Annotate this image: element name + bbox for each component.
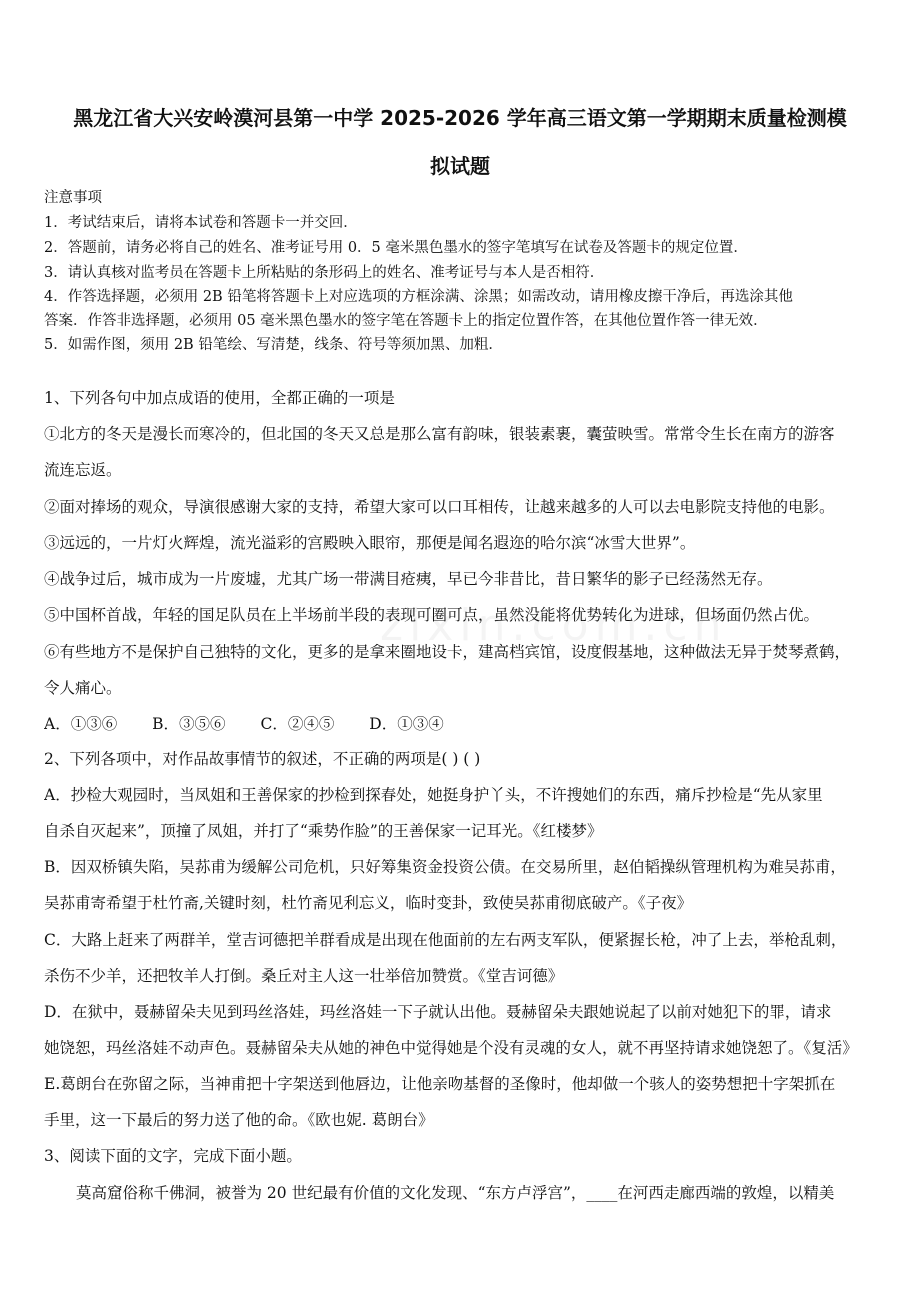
question-2-line: 杀伤不少羊，还把牧羊人打倒。桑丘对主人这一壮举倍加赞赏。《堂吉诃德》	[44, 967, 564, 985]
option-d: D．①③④	[369, 715, 444, 733]
question-3-passage: 莫高窟俗称千佛洞，被誉为 20 世纪最有价值的文化发现、“东方卢浮宫”，____在河西走廊西端的敦煌，以精美	[76, 1184, 835, 1202]
notice-heading: 注意事项	[44, 190, 102, 206]
question-1-line: 流连忘返。	[44, 461, 122, 479]
question-2-line: B．因双桥镇失陷，吴荪甫为缓解公司危机，只好筹集资金投资公债。在交易所里，赵伯韬操纵管理机构为难吴荪甫，	[44, 858, 846, 876]
question-1-options	[44, 712, 880, 734]
notice-item: 4．作答选择题，必须用 2B 铅笔将答题卡上对应选项的方框涂满、涂黑；如需改动，请用橡皮擦干净后，再选涂其他	[44, 289, 793, 305]
question-1-line: 令人痛心。	[44, 679, 122, 697]
question-1-line: ③远远的，一片灯火辉煌，流光溢彩的宫殿映入眼帘，那便是闻名遐迩的哈尔滨“冰雪大世界”。	[44, 534, 696, 552]
notice-item: 答案．作答非选择题，必须用 05 毫米黑色墨水的签字笔在答题卡上的指定位置作答，在其他位置作答一律无效．	[44, 313, 768, 329]
question-1-line: ①北方的冬天是漫长而寒冷的，但北国的冬天又总是那么富有韵味，银装素裹，囊萤映雪。常常令生长在南方的游客	[44, 425, 835, 443]
page-title-line-1: 黑龙江省大兴安岭漠河县第一中学 2025-2026 学年高三语文第一学期期末质量检测模	[73, 106, 847, 130]
question-2-line: 自杀自灭起来”，顶撞了凤姐，并打了“乘势作脸”的王善保家一记耳光。《红楼梦》	[44, 822, 603, 840]
question-2-line: D．在狱中，聂赫留朵夫见到玛丝洛娃，玛丝洛娃一下子就认出他。聂赫留朵夫跟她说起了以前对她犯下的罪，请求	[44, 1003, 832, 1021]
notice-item: 3．请认真核对监考员在答题卡上所粘贴的条形码上的姓名、准考证号与本人是否相符．	[44, 265, 605, 281]
question-2-line: C．大路上赶来了两群羊，堂吉诃德把羊群看成是出现在他面前的左右两支军队，便紧握长枪，冲了上去，举枪乱刺，	[44, 931, 847, 949]
question-1-stem: 1、下列各句中加点成语的使用，全都正确的一项是	[44, 389, 395, 407]
notice-item: 5．如需作图，须用 2B 铅笔绘、写清楚，线条、符号等须加黑、加粗．	[44, 337, 503, 353]
question-3-stem: 3、阅读下面的文字，完成下面小题。	[44, 1147, 302, 1165]
notice-item: 2．答题前，请务必将自己的姓名、准考证号用 0．5 毫米黑色墨水的签字笔填写在试卷及答题卡的规定位置．	[44, 240, 748, 256]
option-b: B．③⑤⑥	[152, 715, 226, 733]
question-2-line: 她饶恕，玛丝洛娃不动声色。聂赫留朵夫从她的神色中觉得她是个没有灵魂的女人，就不再坚持请求她饶恕了。《复活》	[44, 1039, 858, 1057]
page-title-line-2: 拟试题	[430, 154, 490, 178]
option-a: A．①③⑥	[44, 715, 118, 733]
question-1-line: ②面对捧场的观众，导演很感谢大家的支持，希望大家可以口耳相传，让越来越多的人可以去电影院支持他的电影。	[44, 498, 835, 516]
notice-item: 1．考试结束后，请将本试卷和答题卡一并交回．	[44, 215, 358, 231]
question-1-line: ⑤中国杯首战，年轻的国足队员在上半场前半段的表现可圈可点，虽然没能将优势转化为进球，但场面仍然占优。	[44, 606, 820, 624]
question-2-line: E.葛朗台在弥留之际，当神甫把十字架送到他唇边，让他亲吻基督的圣像时，他却做一个骇人的姿势想把十字架抓在	[44, 1075, 836, 1093]
question-2-line: A．抄检大观园时，当凤姐和王善保家的抄检到探春处，她挺身护丫头，不许搜她们的东西，痛斥抄检是“先从家里	[44, 786, 823, 804]
question-2-line: 手里，这一下最后的努力送了他的命。《欧也妮. 葛朗台》	[44, 1111, 434, 1129]
option-c: C．②④⑤	[260, 715, 335, 733]
question-2-line: 吴荪甫寄希望于杜竹斋,关键时刻，杜竹斋见利忘义，临时变卦，致使吴荪甫彻底破产。《子夜》	[44, 894, 693, 912]
question-2-stem: 2、下列各项中，对作品故事情节的叙述，不正确的两项是( ) ( )	[44, 750, 481, 768]
question-1-line: ④战争过后，城市成为一片废墟，尤其广场一带满目疮痍，早已今非昔比，昔日繁华的影子已经荡然无存。	[44, 570, 773, 588]
question-1-line: ⑥有些地方不是保护自己独特的文化，更多的是拿来圈地设卡，建高档宾馆，设度假基地，这种做法无异于焚琴煮鹤，	[44, 643, 851, 661]
